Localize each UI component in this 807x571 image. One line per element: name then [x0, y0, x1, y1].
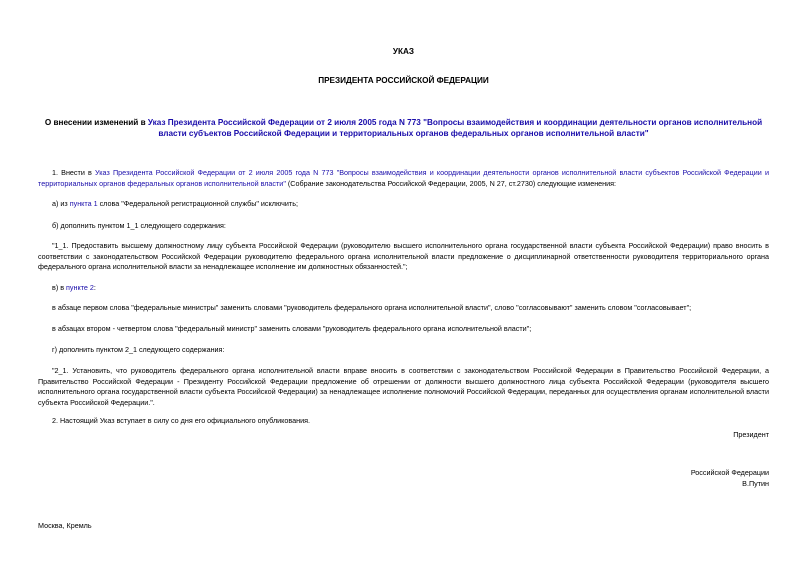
item-v [38, 283, 769, 294]
signing-place: Москва, Кремль [38, 521, 92, 530]
document-title: УКАЗ [392, 47, 415, 56]
item-v-paragraph-1: в абзаце первом слова "федеральные министры" заменить словами "руководитель федерального органа исполнительной власти", слово "согласовывают" заменить словом "согласовывает"; [52, 303, 692, 312]
paragraph-1 [38, 168, 769, 189]
quote-2-1: "2_1. Установить, что руководитель федерального органа исполнительной власти вправе вносить в соответствии с законодательством Российской Федерации в Правительство Российской Федерации, а Правительство Российской Федерации - Президенту Российской Федерации предложение об отрешении от должности высшего должностного лица субъекта Российской Федерации (руководителя высшего исполнительного органа государственной власти субъекта Российской Федерации) за ненадлежащее исполнение полномочий Российской Федерации, переданных для осуществления органам исполнительной власти субъекта Российской Федерации.". [38, 366, 769, 407]
quote-1-1: "1_1. Предоставить высшему должностному лицу субъекта Российской Федерации (руководителю высшего исполнительного органа государственной власти субъекта Российской Федерации) право вносить в соответствии с законодательством Российской Федерации руководителю федерального органа исполнительной власти предложение о дисциплинарной ответственности руководителя территориального органа федерального органа исполнительной власти за ненадлежащее исполнение им должностных обязанностей."; [38, 241, 769, 271]
document-issuer: ПРЕЗИДЕНТА РОССИЙСКОЙ ФЕДЕРАЦИИ [318, 76, 489, 85]
point-2-link[interactable]: пункте 2 [66, 283, 94, 292]
item-a [38, 199, 769, 210]
paragraph-1-source: (Собрание законодательства Российской Федерации, 2005, N 27, ст.2730) следующие изменения: [285, 178, 617, 188]
paragraph-2: 2. Настоящий Указ вступает в силу со дня его официального опубликования. [52, 416, 311, 425]
decree-773-link[interactable]: Указ Президента Российской Федерации от 2 июля 2005 года N 773 "Вопросы взаимодействия и координации деятельности органов исполнительной власти субъектов Российской Федерации и территориальных органов федеральных органов исполнительной власти" [38, 168, 769, 188]
item-g: г) дополнить пунктом 2_1 следующего содержания: [52, 345, 225, 354]
signature-title-2: Российской Федерации [690, 468, 769, 477]
signature-name: В.Путин [742, 479, 769, 488]
document-subject [38, 117, 769, 139]
point-1-link[interactable]: пункта 1 [69, 199, 98, 208]
subject-decree-link[interactable]: Указ Президента Российской Федерации от 2 июля 2005 года N 773 "Вопросы взаимодействия и координации деятельности органов исполнительной власти субъектов Российской Федерации и территориальных органов федеральных органов исполнительной власти" [147, 118, 763, 138]
subject-text: О внесении изменений в [44, 118, 148, 127]
item-a-text: а) из [52, 199, 70, 208]
item-v-text: в) в [52, 283, 67, 292]
signature-title: Президент [733, 430, 769, 439]
item-v-colon: : [93, 283, 96, 292]
item-a-rest: слова "Федеральной регистрационной службы" исключить; [97, 199, 298, 208]
paragraph-1-text: 1. Внести в [52, 168, 96, 177]
item-b: б) дополнить пунктом 1_1 следующего содержания: [52, 221, 226, 230]
item-v-paragraph-2: в абзацах втором - четвертом слова "федеральный министр" заменить словами "руководитель федерального органа исполнительной власти"; [52, 324, 532, 333]
